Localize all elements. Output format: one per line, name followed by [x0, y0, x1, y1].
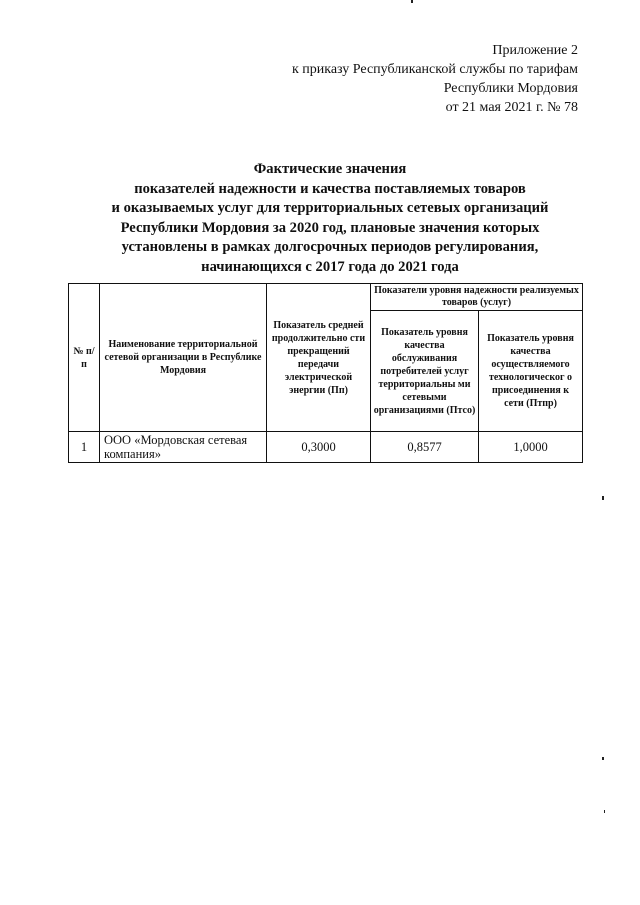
- scan-speck: [604, 810, 605, 813]
- title-line: установлены в рамках долгосрочных периодов регулирования,: [121, 239, 539, 255]
- cell-pp: 0,3000: [267, 432, 371, 463]
- cell-number: 1: [69, 432, 100, 463]
- title-line: и оказываемых услуг для территориальных сетевых организаций: [111, 200, 549, 216]
- header-reliability-group: Показатели уровня надежности реализуемых товаров (услуг): [371, 284, 583, 311]
- table-header-row: [69, 284, 583, 311]
- header-ptpr: Показатель уровня качества осуществляемого технологическог о присоединения к сети (Птпр): [479, 311, 583, 432]
- appendix-line: Приложение 2: [492, 43, 578, 58]
- title-line: Фактические значения: [253, 161, 407, 177]
- table-row: [69, 432, 583, 463]
- title-line: показателей надежности и качества поставляемых товаров: [134, 180, 526, 197]
- header-number: № п/п: [69, 284, 100, 432]
- cell-organization-name: ООО «Мордовская сетевая компания»: [100, 432, 267, 463]
- appendix-line: к приказу Республиканской службы по тарифам: [291, 62, 578, 77]
- scan-speck: [602, 757, 604, 760]
- header-pp: Показатель средней продолжительно сти прекращений передачи электрической энергии (Пп): [267, 284, 371, 432]
- title-line: начинающихся с 2017 года до 2021 года: [201, 258, 459, 275]
- document-title: [60, 160, 600, 277]
- cell-ptso: 0,8577: [371, 432, 479, 463]
- scan-speck: [602, 496, 604, 500]
- appendix-header: [292, 41, 578, 117]
- header-organization-name: Наименование территориальной сетевой организации в Республике Мордовия: [100, 284, 267, 432]
- title-line: Республики Мордовия за 2020 год, плановые значения которых: [120, 219, 540, 236]
- header-ptso: Показатель уровня качества обслуживания потребителей услуг территориальны ми сетевыми организациями (Птсо): [371, 311, 479, 432]
- scan-speck: [411, 0, 413, 3]
- indicators-table: [68, 283, 583, 463]
- cell-ptpr: 1,0000: [479, 432, 583, 463]
- appendix-line: Республики Мордовия: [443, 81, 578, 96]
- appendix-line: от 21 мая 2021 г. № 78: [445, 100, 578, 115]
